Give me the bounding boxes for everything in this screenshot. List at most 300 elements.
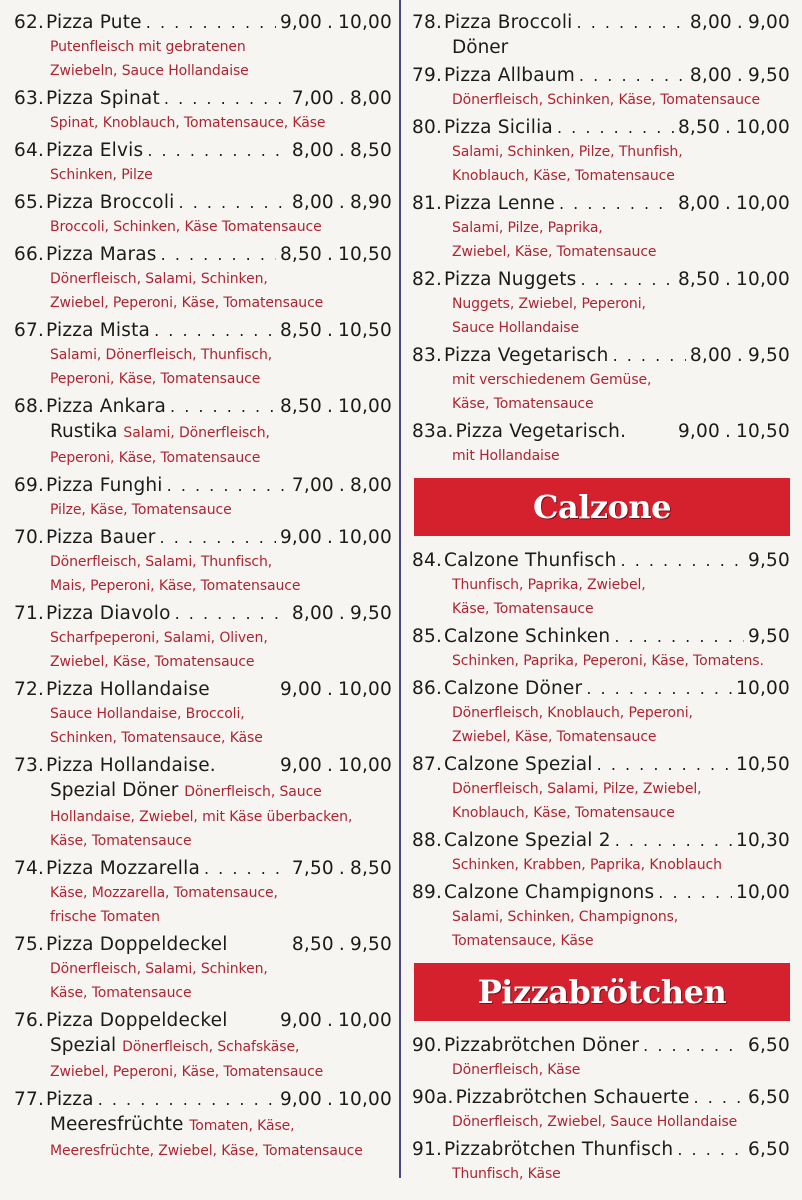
item-ingredients: Thunfisch, Paprika, Zwiebel, xyxy=(452,577,646,593)
price-separator: . xyxy=(724,193,732,214)
item-name: Pizzabrötchen Döner xyxy=(444,1035,640,1056)
menu-item-line xyxy=(412,115,790,140)
price-separator: . xyxy=(338,475,345,496)
dot-leader xyxy=(677,1137,744,1162)
price-small: 8,00 xyxy=(689,345,732,366)
item-ingredients: Salami, Pilze, Paprika, xyxy=(452,220,603,236)
menu-item-line xyxy=(412,1137,790,1162)
menu-item-line xyxy=(412,10,790,35)
menu-item-line xyxy=(14,1008,392,1033)
item-name: Pizza Vegetarisch. xyxy=(455,421,627,442)
item-number: 70. xyxy=(14,527,45,548)
item-number: 79. xyxy=(412,65,443,86)
dot-leader xyxy=(658,880,732,905)
price-separator: . xyxy=(736,345,743,366)
menu-item xyxy=(412,828,790,877)
item-number: 80. xyxy=(412,117,443,138)
item-number: 71. xyxy=(14,603,45,624)
menu-item xyxy=(412,624,790,673)
price-large: 8,00 xyxy=(350,88,392,109)
item-ingredients-inline: Dönerfleisch, Sauce xyxy=(184,784,322,800)
menu-item-line xyxy=(14,856,392,881)
dot-leader xyxy=(615,828,732,853)
price-small: 7,50 xyxy=(291,858,334,879)
item-ingredients-inline: Salami, Dönerfleisch, xyxy=(123,425,270,441)
menu-item-line xyxy=(14,190,392,215)
price-separator: . xyxy=(326,527,334,548)
price-separator: . xyxy=(338,858,345,879)
item-name: Pizza Diavolo xyxy=(46,603,171,624)
item-name: Pizza Hollandaise. xyxy=(46,755,216,776)
item-number: 75. xyxy=(14,934,45,955)
item-name: Pizza Funghi xyxy=(46,475,163,496)
item-ingredients: Thunfisch, Käse xyxy=(452,1166,561,1182)
item-ingredients: Zwiebel, Käse, Tomatensauce xyxy=(50,654,255,670)
item-ingredients: Sauce Hollandaise, Broccoli, xyxy=(50,706,245,722)
item-number: 78. xyxy=(412,12,443,33)
item-name: Pizzabrötchen Thunfisch xyxy=(444,1139,674,1160)
column-divider xyxy=(399,0,401,1178)
item-name: Calzone Schinken xyxy=(444,626,611,647)
item-number: 87. xyxy=(412,754,443,775)
dot-leader xyxy=(577,10,686,35)
item-number: 73. xyxy=(14,755,45,776)
item-ingredients: Dönerfleisch, Salami, Schinken, xyxy=(50,271,268,287)
price-small: 8,50 xyxy=(677,269,720,290)
price-small: 8,50 xyxy=(279,244,322,265)
item-number: 86. xyxy=(412,678,443,699)
menu-item-line xyxy=(14,525,392,550)
price-small: 8,00 xyxy=(291,140,334,161)
item-name: Pizza Broccoli xyxy=(444,12,573,33)
item-ingredients: Knoblauch, Käse, Tomatensauce xyxy=(452,805,675,821)
price-large: 9,50 xyxy=(350,603,392,624)
item-name: Pizza Lenne xyxy=(444,193,555,214)
menu-item xyxy=(14,394,392,470)
price-small: 9,00 xyxy=(279,12,322,33)
price-separator: . xyxy=(724,269,732,290)
menu-item xyxy=(14,190,392,239)
menu-item xyxy=(14,10,392,83)
menu-item xyxy=(412,880,790,953)
item-number: 91. xyxy=(412,1139,443,1160)
item-price: 9,50 xyxy=(748,550,790,571)
item-number: 76. xyxy=(14,1010,45,1031)
item-number: 85. xyxy=(412,626,443,647)
price-separator: . xyxy=(338,603,345,624)
item-ingredients: Mais, Peperoni, Käse, Tomatensauce xyxy=(50,578,301,594)
price-small: 9,00 xyxy=(677,421,720,442)
price-small: 9,00 xyxy=(279,1010,322,1031)
dot-leader xyxy=(160,525,276,550)
item-ingredients: Spinat, Knoblauch, Tomatensauce, Käse xyxy=(50,115,326,131)
price-large: 8,50 xyxy=(350,858,392,879)
dot-leader xyxy=(586,676,732,701)
menu-item-line xyxy=(14,1087,392,1112)
menu-item-line xyxy=(14,242,392,267)
price-separator: . xyxy=(338,934,345,955)
item-ingredients: Dönerfleisch, Salami, Thunfisch, xyxy=(50,554,273,570)
menu-item-line xyxy=(412,63,790,88)
price-large: 10,00 xyxy=(736,193,790,214)
menu-item xyxy=(14,677,392,750)
item-name: Pizza Mozzarella xyxy=(46,858,200,879)
item-number: 66. xyxy=(14,244,45,265)
item-ingredients: Sauce Hollandaise xyxy=(452,320,579,336)
price-small: 9,00 xyxy=(279,679,322,700)
item-ingredients: Salami, Dönerfleisch, Thunfisch, xyxy=(50,347,273,363)
item-ingredients: Zwiebel, Peperoni, Käse, Tomatensauce xyxy=(50,295,324,311)
menu-item-line xyxy=(412,752,790,777)
menu-item xyxy=(412,752,790,825)
item-name: Pizza Vegetarisch xyxy=(444,345,609,366)
menu-item-line xyxy=(412,191,790,216)
item-name: Calzone Thunfisch xyxy=(444,550,617,571)
menu-item xyxy=(412,115,790,188)
item-number: 68. xyxy=(14,396,45,417)
dot-leader xyxy=(98,1087,276,1112)
menu-item-line xyxy=(412,880,790,905)
item-number: 62. xyxy=(14,12,45,33)
item-number: 82. xyxy=(412,269,443,290)
item-number: 69. xyxy=(14,475,45,496)
item-ingredients: mit Hollandaise xyxy=(452,448,560,464)
menu-item-line xyxy=(412,1085,790,1110)
price-small: 8,00 xyxy=(689,65,732,86)
dot-leader xyxy=(597,752,732,777)
item-ingredients: Käse, Tomatensauce xyxy=(452,601,594,617)
item-number: 64. xyxy=(14,140,45,161)
item-ingredients: Schinken, Krabben, Paprika, Knoblauch xyxy=(452,857,722,873)
menu-item-line xyxy=(14,394,392,419)
menu-item-line xyxy=(412,343,790,368)
price-separator: . xyxy=(326,244,334,265)
price-large: 9,50 xyxy=(350,934,392,955)
price-large: 10,50 xyxy=(736,421,790,442)
menu-item xyxy=(412,1033,790,1082)
price-separator: . xyxy=(326,396,334,417)
menu-item-line xyxy=(412,1033,790,1058)
menu-item-line xyxy=(14,138,392,163)
item-ingredients: Käse, Tomatensauce xyxy=(50,985,192,1001)
item-price: 10,00 xyxy=(736,678,790,699)
item-ingredients: Knoblauch, Käse, Tomatensauce xyxy=(452,168,675,184)
menu-item xyxy=(412,676,790,749)
price-large: 9,00 xyxy=(748,12,790,33)
dot-leader xyxy=(170,394,276,419)
item-ingredients: Dönerfleisch, Käse xyxy=(452,1062,581,1078)
menu-item xyxy=(412,1085,790,1134)
item-ingredients-inline: Tomaten, Käse, xyxy=(189,1118,295,1134)
dot-leader xyxy=(175,601,288,626)
price-separator: . xyxy=(338,88,345,109)
item-ingredients: mit verschiedenem Gemüse, xyxy=(452,372,652,388)
price-separator: . xyxy=(736,12,743,33)
menu-item xyxy=(412,191,790,264)
menu-item-line xyxy=(14,318,392,343)
price-large: 10,00 xyxy=(338,1089,392,1110)
item-name-continued xyxy=(14,778,392,805)
item-number: 65. xyxy=(14,192,45,213)
dot-leader xyxy=(161,242,276,267)
dot-leader xyxy=(621,548,744,573)
menu-item xyxy=(412,343,790,416)
item-name: Pizza Doppeldeckel xyxy=(46,1010,228,1031)
menu-item-line xyxy=(14,601,392,626)
item-price: 10,00 xyxy=(736,882,790,903)
calzone-list xyxy=(412,548,790,953)
item-name: Pizza Maras xyxy=(46,244,157,265)
price-small: 8,00 xyxy=(677,193,720,214)
price-separator: . xyxy=(326,320,334,341)
item-price: 6,50 xyxy=(748,1035,790,1056)
dot-leader xyxy=(579,63,686,88)
item-ingredients: Nuggets, Zwiebel, Peperoni, xyxy=(452,296,646,312)
item-number: 81. xyxy=(412,193,443,214)
menu-item-line xyxy=(14,10,392,35)
item-name-cont: Rustika xyxy=(50,421,118,442)
item-number: 84. xyxy=(412,550,443,571)
dot-leader xyxy=(559,191,674,216)
item-name: Pizza Doppeldeckel xyxy=(46,934,228,955)
item-ingredients: Zwiebel, Käse, Tomatensauce xyxy=(452,244,657,260)
calzone-section-title: Calzone xyxy=(414,478,790,536)
item-ingredients: Salami, Schinken, Pilze, Thunfish, xyxy=(452,144,683,160)
item-name: Pizza Sicilia xyxy=(444,117,553,138)
price-large: 8,50 xyxy=(350,140,392,161)
price-small: 7,00 xyxy=(291,475,334,496)
item-number: 88. xyxy=(412,830,443,851)
item-ingredients-inline: Dönerfleisch, Schafskäse, xyxy=(122,1039,300,1055)
item-ingredients: Käse, Tomatensauce xyxy=(452,396,594,412)
menu-item xyxy=(14,242,392,315)
price-large: 10,00 xyxy=(338,527,392,548)
item-price: 6,50 xyxy=(748,1139,790,1160)
menu-item xyxy=(14,318,392,391)
price-separator: . xyxy=(736,65,743,86)
price-small: 8,50 xyxy=(677,117,720,138)
item-ingredients: Dönerfleisch, Salami, Pilze, Zwiebel, xyxy=(452,781,702,797)
menu-item-line xyxy=(412,676,790,701)
menu-item-line xyxy=(412,624,790,649)
menu-item xyxy=(14,525,392,598)
price-large: 10,00 xyxy=(338,12,392,33)
dot-leader xyxy=(154,318,276,343)
item-ingredients: Dönerfleisch, Zwiebel, Sauce Hollandaise xyxy=(452,1114,738,1130)
menu-column-right xyxy=(412,10,790,1189)
item-ingredients: Dönerfleisch, Salami, Schinken, xyxy=(50,961,268,977)
price-large: 8,90 xyxy=(350,192,392,213)
menu-item-line xyxy=(14,677,392,702)
dot-leader xyxy=(643,1033,744,1058)
item-ingredients: Zwiebeln, Sauce Hollandaise xyxy=(50,63,249,79)
price-separator: . xyxy=(326,1010,334,1031)
item-number: 90. xyxy=(412,1035,443,1056)
price-large: 10,00 xyxy=(338,755,392,776)
item-ingredients: frische Tomaten xyxy=(50,909,160,925)
dot-leader xyxy=(146,10,276,35)
menu-item xyxy=(412,419,790,468)
item-ingredients: Käse, Mozzarella, Tomatensauce, xyxy=(50,885,278,901)
item-name-cont: Spezial Döner xyxy=(50,780,179,801)
price-separator: . xyxy=(326,679,334,700)
item-price: 6,50 xyxy=(748,1087,790,1108)
price-large: 10,00 xyxy=(338,396,392,417)
price-separator: . xyxy=(724,117,732,138)
menu-item-line xyxy=(14,932,392,957)
price-large: 8,00 xyxy=(350,475,392,496)
item-number: 89. xyxy=(412,882,443,903)
price-small: 8,00 xyxy=(689,12,732,33)
menu-item xyxy=(14,1087,392,1163)
price-separator: . xyxy=(326,755,334,776)
item-name: Calzone Spezial xyxy=(444,754,593,775)
item-name: Calzone Döner xyxy=(444,678,583,699)
price-small: 9,00 xyxy=(279,755,322,776)
item-ingredients: Käse, Tomatensauce xyxy=(50,833,192,849)
dot-leader xyxy=(614,624,744,649)
item-ingredients: Broccoli, Schinken, Käse Tomatensauce xyxy=(50,219,322,235)
item-ingredients: Pilze, Käse, Tomatensauce xyxy=(50,502,232,518)
item-name: Pizza Allbaum xyxy=(444,65,575,86)
item-name-continued xyxy=(412,35,790,60)
item-number: 67. xyxy=(14,320,45,341)
menu-item xyxy=(14,473,392,522)
price-small: 8,50 xyxy=(279,320,322,341)
item-name-cont: Spezial xyxy=(50,1035,117,1056)
menu-item xyxy=(412,10,790,60)
item-name: Pizza Bauer xyxy=(46,527,156,548)
menu-item-line xyxy=(412,828,790,853)
menu-item xyxy=(412,63,790,112)
dot-leader xyxy=(580,267,673,292)
item-name: Pizzabrötchen Schauerte xyxy=(455,1087,690,1108)
price-large: 9,50 xyxy=(748,65,790,86)
item-ingredients: Salami, Schinken, Champignons, xyxy=(452,909,679,925)
item-name: Pizza Elvis xyxy=(46,140,144,161)
price-small: 9,00 xyxy=(279,527,322,548)
dot-leader xyxy=(179,190,288,215)
item-ingredients: Schinken, Paprika, Peperoni, Käse, Tomatens. xyxy=(452,653,764,669)
price-large: 10,50 xyxy=(338,244,392,265)
menu-item xyxy=(14,753,392,853)
menu-item xyxy=(14,138,392,187)
price-small: 8,00 xyxy=(291,192,334,213)
price-separator: . xyxy=(326,12,334,33)
menu-item-line xyxy=(412,267,790,292)
item-name: Pizza Mista xyxy=(46,320,151,341)
item-name-cont: Döner xyxy=(452,37,509,58)
item-name: Pizza xyxy=(46,1089,94,1110)
price-separator: . xyxy=(338,140,345,161)
item-ingredients: Putenfleisch mit gebratenen xyxy=(50,39,246,55)
price-large: 10,00 xyxy=(736,117,790,138)
item-ingredients: Meeresfrüchte, Zwiebel, Käse, Tomatensauce xyxy=(50,1143,363,1159)
item-name: Pizza Ankara xyxy=(46,396,167,417)
item-ingredients: Schinken, Pilze xyxy=(50,167,153,183)
dot-leader xyxy=(694,1085,744,1110)
pizzabroetchen-list xyxy=(412,1033,790,1186)
menu-item xyxy=(412,1137,790,1186)
dot-leader xyxy=(164,86,288,111)
item-name: Calzone Champignons xyxy=(444,882,655,903)
item-ingredients: Tomatensauce, Käse xyxy=(452,933,594,949)
item-name: Pizza Hollandaise xyxy=(46,679,210,700)
price-large: 10,00 xyxy=(338,1010,392,1031)
item-ingredients: Schinken, Tomatensauce, Käse xyxy=(50,730,263,746)
menu-item-line xyxy=(14,86,392,111)
price-small: 7,00 xyxy=(291,88,334,109)
dot-leader xyxy=(167,473,288,498)
item-name: Pizza Spinat xyxy=(46,88,160,109)
menu-item-line xyxy=(14,753,392,778)
menu-item xyxy=(14,86,392,135)
item-name: Pizza Nuggets xyxy=(444,269,577,290)
dot-leader xyxy=(613,343,686,368)
dot-leader xyxy=(557,115,674,140)
item-ingredients: Zwiebel, Käse, Tomatensauce xyxy=(452,729,657,745)
item-number: 90a. xyxy=(412,1087,454,1108)
menu-item xyxy=(14,601,392,674)
item-number: 83. xyxy=(412,345,443,366)
price-large: 10,50 xyxy=(338,320,392,341)
price-small: 8,00 xyxy=(291,603,334,624)
item-number: 63. xyxy=(14,88,45,109)
item-name: Calzone Spezial 2 xyxy=(444,830,611,851)
price-large: 10,00 xyxy=(338,679,392,700)
price-small: 9,00 xyxy=(279,1089,322,1110)
item-ingredients: Hollandaise, Zwiebel, mit Käse überbacken, xyxy=(50,809,353,825)
price-large: 10,00 xyxy=(736,269,790,290)
menu-item-line xyxy=(412,419,790,444)
item-name-continued xyxy=(14,1033,392,1060)
item-ingredients: Peperoni, Käse, Tomatensauce xyxy=(50,371,261,387)
item-name-continued xyxy=(14,419,392,446)
item-ingredients: Zwiebel, Peperoni, Käse, Tomatensauce xyxy=(50,1064,324,1080)
item-ingredients: Peperoni, Käse, Tomatensauce xyxy=(50,450,261,466)
price-small: 8,50 xyxy=(291,934,334,955)
item-price: 9,50 xyxy=(748,626,790,647)
menu-item xyxy=(412,548,790,621)
item-number: 83a. xyxy=(412,421,454,442)
item-name: Pizza Broccoli xyxy=(46,192,175,213)
menu-item-line xyxy=(412,548,790,573)
item-price: 10,50 xyxy=(736,754,790,775)
item-ingredients: Dönerfleisch, Knoblauch, Peperoni, xyxy=(452,705,693,721)
price-separator: . xyxy=(724,421,732,442)
menu-item xyxy=(14,1008,392,1084)
price-separator: . xyxy=(338,192,345,213)
item-number: 74. xyxy=(14,858,45,879)
menu-item xyxy=(412,267,790,340)
menu-item-line xyxy=(14,473,392,498)
item-number: 72. xyxy=(14,679,45,700)
item-ingredients: Scharfpeperoni, Salami, Oliven, xyxy=(50,630,268,646)
item-name-cont: Meeresfrüchte xyxy=(50,1114,184,1135)
item-name-continued xyxy=(14,1112,392,1139)
dot-leader xyxy=(147,138,288,163)
pizza-list-right xyxy=(412,10,790,468)
item-number: 77. xyxy=(14,1089,45,1110)
dot-leader xyxy=(204,856,288,881)
price-small: 8,50 xyxy=(279,396,322,417)
price-separator: . xyxy=(326,1089,334,1110)
item-ingredients: Dönerfleisch, Schinken, Käse, Tomatensauce xyxy=(452,92,760,108)
menu-item xyxy=(14,856,392,929)
pizzabroetchen-section-title: Pizzabrötchen xyxy=(414,963,790,1021)
price-large: 9,50 xyxy=(748,345,790,366)
menu-column-left xyxy=(14,10,392,1166)
